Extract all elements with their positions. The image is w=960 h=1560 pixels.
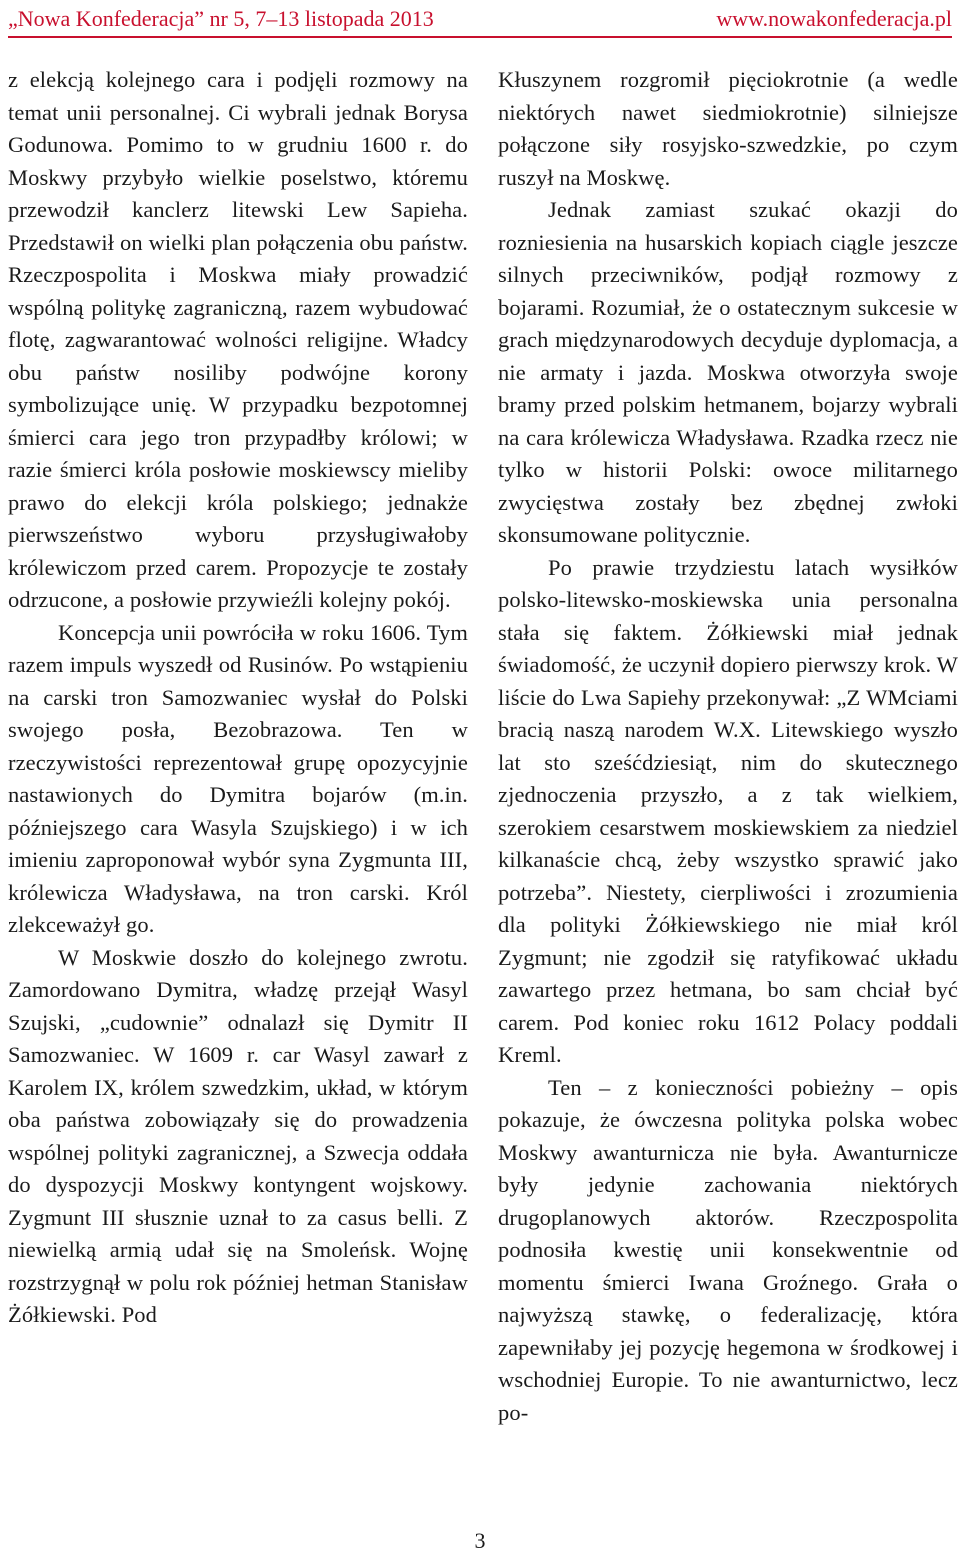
page-header bbox=[8, 2, 952, 38]
publication-url[interactable]: www.nowakonfederacja.pl bbox=[716, 6, 952, 31]
paragraph: Koncepcja unii powróciła w roku 1606. Tym razem impuls wyszedł od Rusinów. Po wstąpieniu na carski tron Samozwaniec wysłał do Polski swojego posła, Bezobrazowa. Ten w rzeczywistości reprezentował grupę opozycyjnie nastawionych do Dymitra bojarów (m.in. późniejszego cara Wasyla Szujskiego) i w ich imieniu zaproponował wybór syna Zygmunta III, królewicza Władysława, na tron carski. Król zlekceważył go. bbox=[8, 619, 468, 937]
paragraph: Jednak zamiast szukać okazji do rozniesienia na husarskich kopiach ciągle jeszcze silnych przeciwników, podjął rozmowy z bojarami. Rozumiał, że o ostatecznym sukcesie w grach międzynarodowych decyduje dyplomacja, a nie armaty i jazda. Moskwa otworzyła swoje bramy przed polskim hetmanem, bojarzy wybrali na cara królewicza Władysława. Rzadka rzecz nie tylko w historii Polski: owoce militarnego zwycięstwa zostały bez zbędnej zwłoki skonsumowane politycznie. bbox=[498, 197, 958, 547]
paragraph: Ten – z konieczności pobieżny – opis pokazuje, że ówczesna polityka polska wobec Moskwy awanturnicza nie była. Awanturnicze były jedynie zachowania niektórych drugoplanowych aktorów. Rzeczpospolita podnosiła kwestię unii konsekwentnie od momentu śmierci Iwana Groźnego. Grała o najwyższą stawkę, o federalizację, która zapewniłaby jej pozycję hegemona w środkowej i wschodniej Europie. To nie awanturnictwo, lecz po- bbox=[498, 1074, 958, 1425]
paragraph: z elekcją kolejnego cara i podjęli rozmowy na temat unii personalnej. Ci wybrali jednak Borysa Godunowa. Pomimo to w grudniu 1600 r. do Moskwy przybyło wielkie poselstwo, któremu przewodził kanclerz litewski Lew Sapieha. Przedstawił on wielki plan połączenia obu państw. Rzeczpospolita i Moskwa miały prowadzić wspólną politykę zagraniczną, razem wybudować flotę, zagwarantować wolności religijne. Władcy obu państw nosiliby podwójne korony symbolizujące unię. W przypadku bezpotomnej śmierci cara jego tron przypadłby królowi; w razie śmierci króla posłowie moskiewscy mieliby prawo do elekcji króla polskiego; jednakże pierwszeństwo wyboru przysługiwałoby królewiczom przed carem. Propozycje te zostały odrzucone, a posłowie przywieźli kolejny pokój. bbox=[8, 67, 468, 612]
article-column-right bbox=[498, 64, 958, 1429]
paragraph: Po prawie trzydziestu latach wysiłków polsko-litewsko-moskiewska unia personalna stała się faktem. Żółkiewski miał jednak świadomość, że uczynił dopiero pierwszy krok. W liście do Lwa Sapiehy przekonywał: „Z WMciami bracią naszą narodem W.X. Litewskiego wyszło lat sto sześćdziesiąt, nim do skutecznego zjednoczenia przyszło, a z tak wielkiem, szerokiem cesarstwem moskiewskiem za niedziel kilkanaście chcą, żeby wszystko sprawić jako potrzeba”. Niestety, cierpliwości i zrozumienia dla polityki Żółkiewskiego nie miał król Zygmunt; nie zgodził się ratyfikować układu zawartego przez hetmana, bo sam chciał być carem. Pod koniec roku 1612 Polacy poddali Kreml. bbox=[498, 554, 958, 1067]
paragraph: Kłuszynem rozgromił pięciokrotnie (a wedle niektórych nawet siedmiokrotnie) silniejsze połączone siły rosyjsko-szwedzkie, po czym ruszył na Moskwę. bbox=[498, 67, 958, 190]
article-column-left bbox=[8, 64, 468, 1332]
page-number: 3 bbox=[474, 1528, 486, 1553]
paragraph: W Moskwie doszło do kolejnego zwrotu. Zamordowano Dymitra, władzę przejął Wasyl Szujski, „cudownie” odnalazł się Dymitr II Samozwaniec. W 1609 r. car Wasyl zawarł z Karolem IX, królem szwedzkim, układ, w którym oba państwa zobowiązały się do prowadzenia wspólnej polityki zagranicznej, a Szwecja oddała do dyspozycji Moskwy kontyngent wojskowy. Zygmunt III słusznie uznał to za casus belli. Z niewielką armią udał się na Smoleńsk. Wojnę rozstrzygnął w polu rok później hetman Stanisław Żółkiewski. Pod bbox=[8, 944, 468, 1327]
publication-issue-title: „Nowa Konfederacja” nr 5, 7–13 listopada 2013 bbox=[8, 6, 434, 31]
